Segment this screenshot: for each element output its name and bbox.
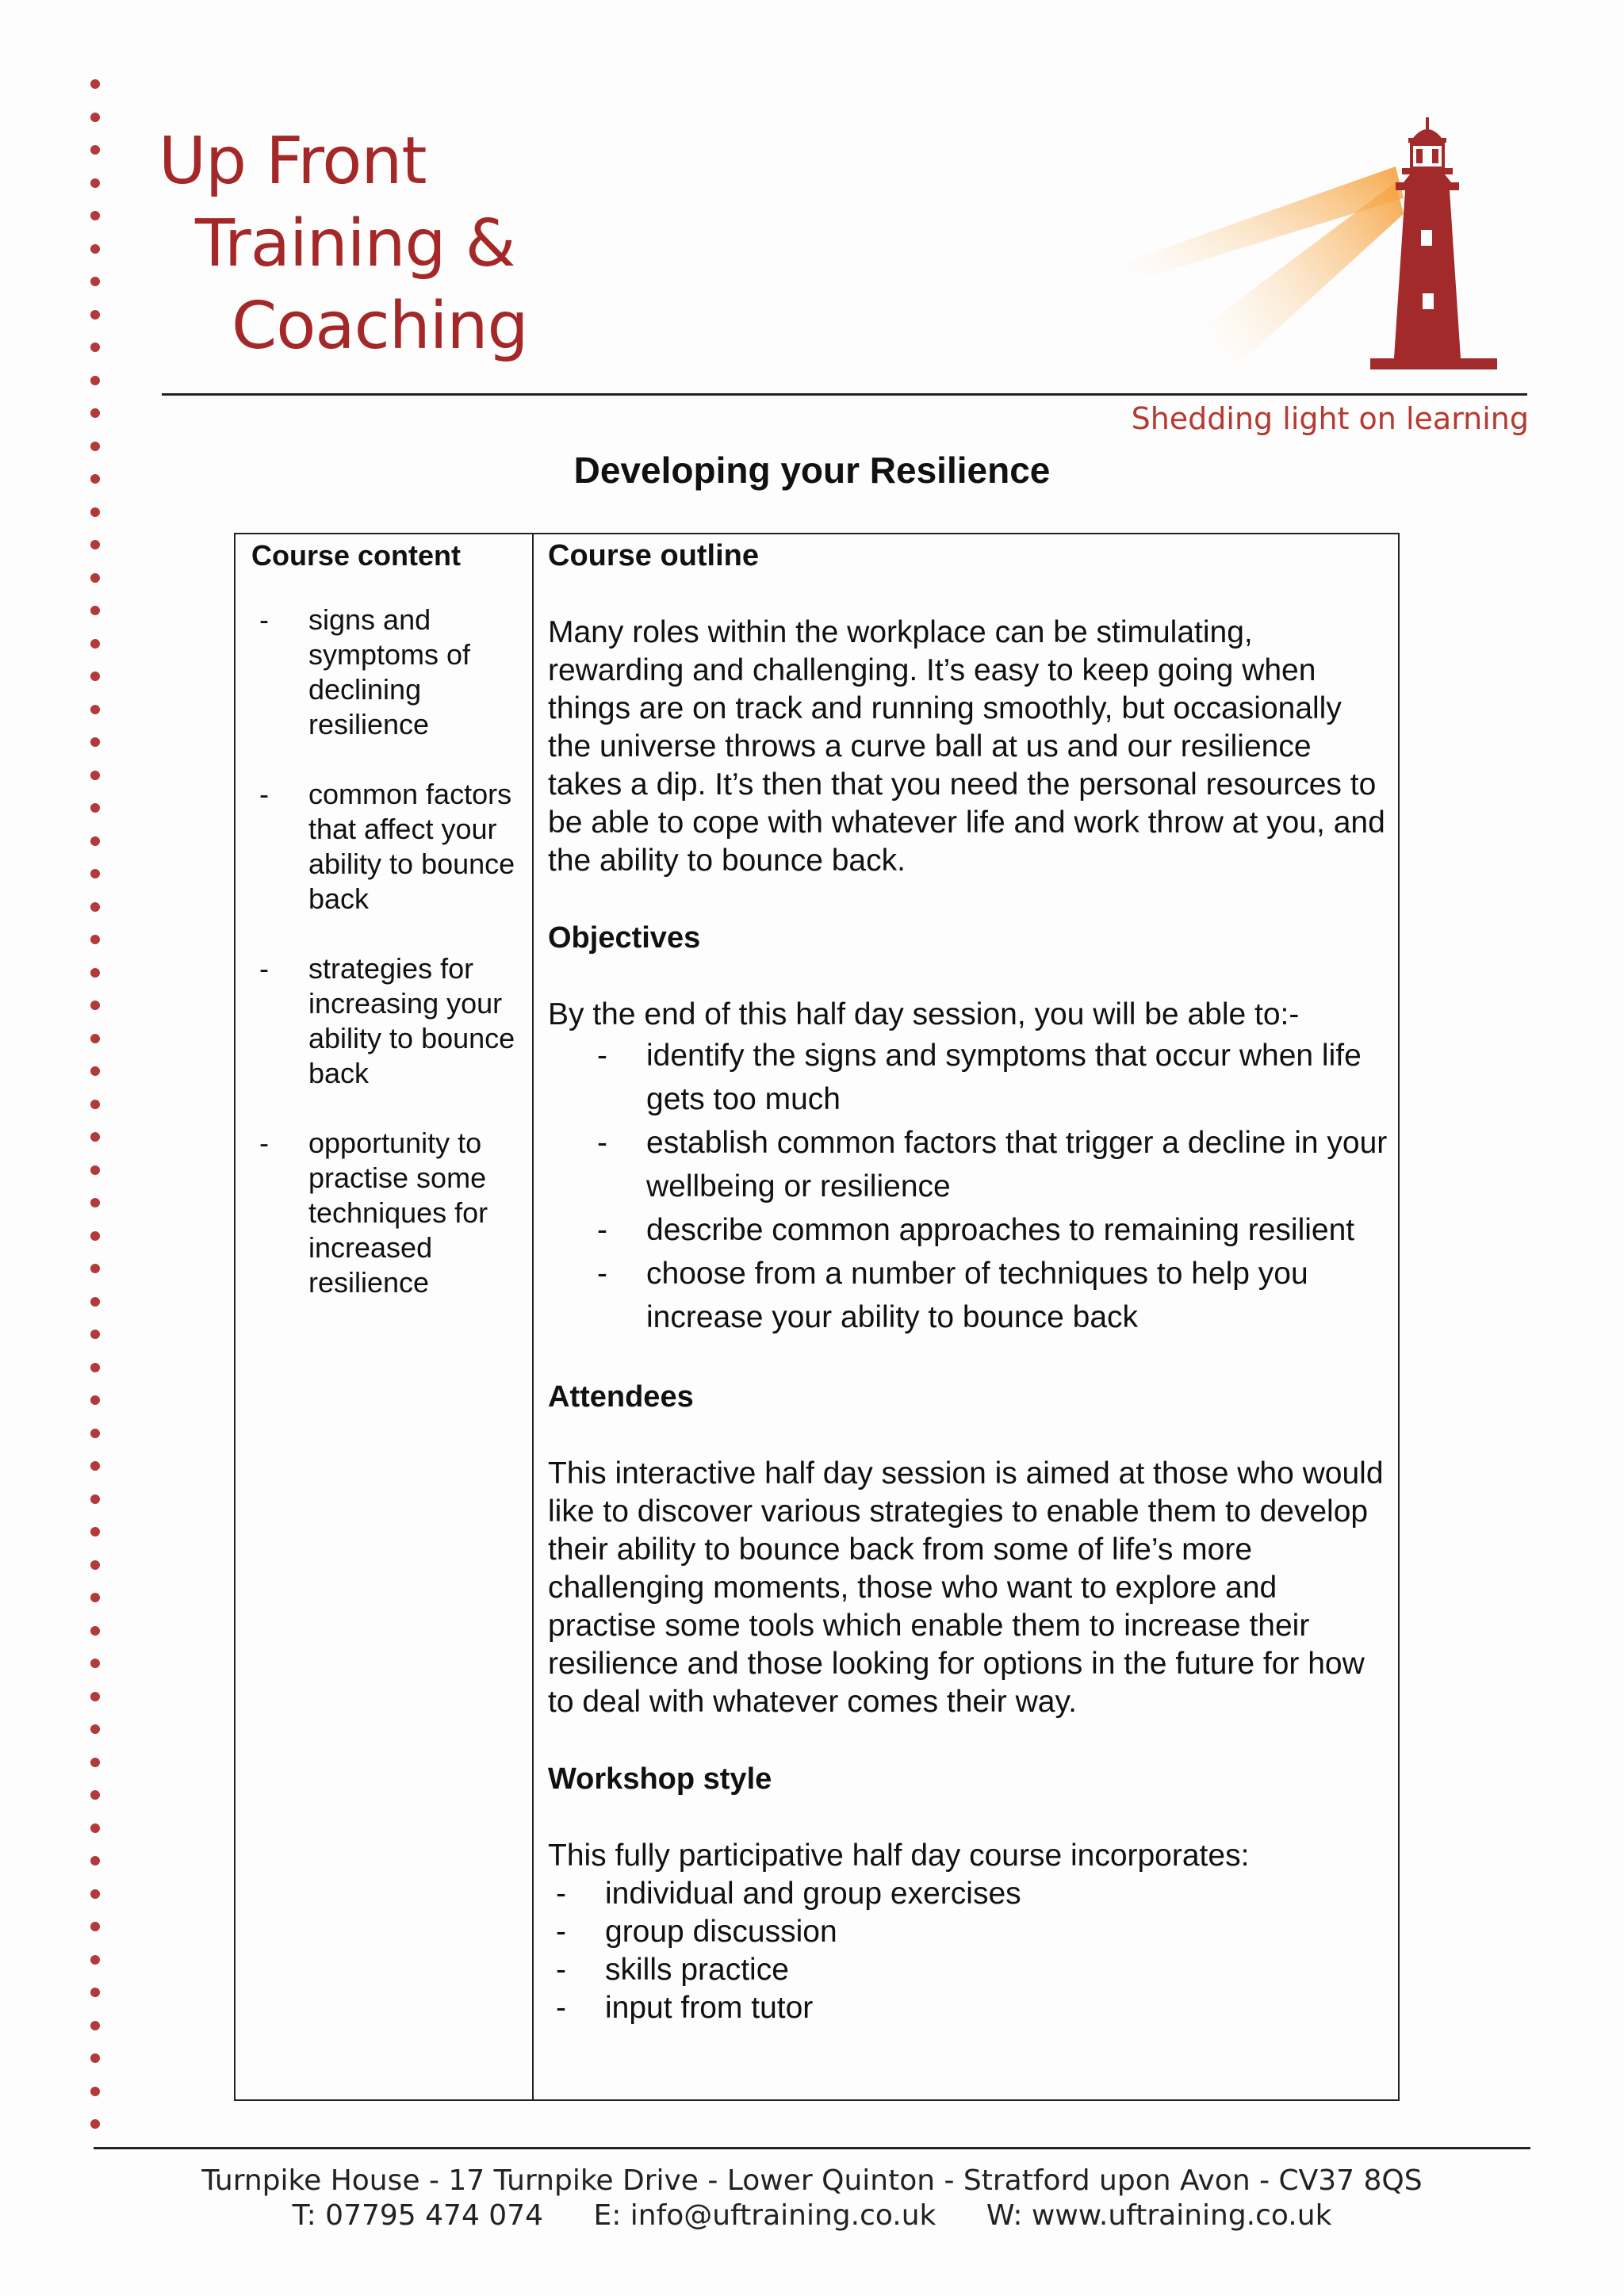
border-dot	[90, 1823, 100, 1833]
list-item: - group discussion	[556, 1915, 837, 1949]
column-divider	[532, 534, 534, 2099]
company-logo-text	[159, 121, 528, 368]
border-dot	[90, 639, 100, 649]
list-item: - individual and group exercises	[556, 1877, 1021, 1911]
list-item: - opportunity to practise some techniques for increased resilience	[259, 1127, 488, 1299]
course-table	[234, 533, 1400, 2101]
course-content-heading: Course content	[251, 539, 462, 572]
border-dot	[90, 1231, 100, 1241]
border-dot	[90, 573, 100, 583]
border-dot	[90, 2119, 100, 2129]
header-divider	[162, 393, 1527, 396]
border-dot	[90, 1560, 100, 1570]
footer-contact	[0, 2198, 1624, 2234]
border-dot	[90, 376, 100, 385]
border-dot	[90, 1198, 100, 1207]
border-dot	[90, 1034, 100, 1043]
border-dot	[90, 310, 100, 320]
workshop-style-intro: This fully participative half day course incorporates:	[548, 1839, 1250, 1873]
border-dot	[90, 606, 100, 615]
border-dot	[90, 2087, 100, 2096]
border-dot	[90, 342, 100, 352]
border-dot	[90, 408, 100, 418]
list-item: - describe common approaches to remaining resilient	[597, 1213, 1355, 1247]
objectives-list	[548, 1034, 1388, 1339]
border-dot	[90, 803, 100, 813]
border-dot	[90, 2053, 100, 2063]
document-title: Developing your Resilience	[573, 450, 1051, 491]
border-dot	[90, 113, 100, 122]
course-content-column	[251, 534, 521, 1335]
tagline: Shedding light on learning	[1131, 401, 1529, 436]
border-dot	[90, 2021, 100, 2030]
workshop-style-list	[548, 1875, 1388, 2027]
footer-phone: T: 07795 474 074	[292, 2199, 544, 2232]
border-dot	[90, 1758, 100, 1767]
border-dot	[90, 1626, 100, 1636]
border-dot	[90, 968, 100, 978]
course-outline-text: Many roles within the workplace can be stimulating, rewarding and challenging. It’s easy to keep going when things are on track and running smoothly, but occasionally the universe throws a curve ball at us and our resilience takes a dip. It’s then that you need the personal resources to be able to cope with whatever life and work throw at you, and the ability to bounce back.	[548, 615, 1385, 878]
objectives-heading: Objectives	[548, 921, 701, 955]
objectives-intro: By the end of this half day session, you will be able to:-	[548, 997, 1300, 1031]
border-dot	[90, 1659, 100, 1668]
border-dot	[90, 869, 100, 878]
border-dot	[90, 145, 100, 155]
border-dot	[90, 1165, 100, 1175]
border-dot	[90, 1593, 100, 1602]
list-item: - choose from a number of techniques to help you increase your ability to bounce back	[597, 1257, 1308, 1334]
border-dot	[90, 277, 100, 286]
footer-website[interactable]: W: www.uftraining.co.uk	[986, 2199, 1332, 2232]
border-dot	[90, 1692, 100, 1701]
list-item: - establish common factors that trigger a decline in your wellbeing or resilience	[597, 1126, 1388, 1203]
footer-address: Turnpike House - 17 Turnpike Drive - Lower Quinton - Stratford upon Avon - CV37 8QS	[201, 2164, 1423, 2197]
border-dot	[90, 1330, 100, 1339]
border-dot	[90, 672, 100, 681]
border-dot	[90, 935, 100, 944]
list-item: - common factors that affect your ability to bounce back	[259, 778, 515, 915]
logo-line-3: Coaching	[232, 289, 528, 364]
border-dot	[90, 79, 100, 89]
border-dot	[90, 1889, 100, 1899]
list-item: - strategies for increasing your ability to bounce back	[259, 952, 515, 1089]
border-dot	[90, 1264, 100, 1273]
border-dot	[90, 1395, 100, 1405]
course-outline-column	[548, 534, 1388, 2027]
border-dot	[90, 178, 100, 188]
list-item: - skills practice	[556, 1953, 789, 1987]
lighthouse-logo-icon	[1047, 111, 1538, 381]
list-item: - identify the signs and symptoms that occur when life gets too much	[597, 1039, 1362, 1116]
footer-email[interactable]: E: info@uftraining.co.uk	[593, 2199, 936, 2232]
workshop-style-heading: Workshop style	[548, 1762, 772, 1796]
border-dot	[90, 1856, 100, 1866]
course-outline-heading: Course outline	[548, 539, 760, 572]
border-dot	[90, 244, 100, 254]
border-dot	[90, 1922, 100, 1931]
list-item: - signs and symptoms of declining resilience	[259, 603, 471, 740]
border-dot	[90, 1461, 100, 1471]
list-item: - input from tutor	[556, 1991, 814, 2025]
attendees-text: This interactive half day session is aimed at those who would like to discover various strategies to enable them to develop their ability to bounce back from some of life’s more challenging moments, those who want to explore and practise some tools which enable them to increase their resilience and those looking for options in the future for how to deal with whatever comes their way.	[548, 1456, 1384, 1719]
border-dot	[90, 1132, 100, 1142]
border-dot	[90, 836, 100, 846]
border-dot	[90, 1494, 100, 1504]
border-dot	[90, 211, 100, 220]
border-dot	[90, 540, 100, 549]
border-dot	[90, 1988, 100, 1997]
border-dot	[90, 1297, 100, 1307]
border-dot	[90, 1527, 100, 1536]
course-content-list	[251, 603, 521, 1300]
border-dot	[90, 507, 100, 517]
border-dot	[90, 1001, 100, 1010]
border-dot	[90, 1955, 100, 1965]
footer-divider	[94, 2147, 1530, 2149]
border-dot	[90, 1100, 100, 1109]
logo-line-1: Up Front	[159, 124, 427, 199]
attendees-heading: Attendees	[548, 1380, 694, 1414]
border-dot	[90, 1066, 100, 1076]
lighthouse-tower	[1370, 117, 1497, 369]
border-dot	[90, 771, 100, 780]
decorative-dot-border	[90, 79, 106, 2141]
logo-line-2: Training &	[195, 206, 515, 281]
border-dot	[90, 1429, 100, 1438]
border-dot	[90, 1790, 100, 1800]
border-dot	[90, 705, 100, 714]
border-dot	[90, 1363, 100, 1372]
border-dot	[90, 1724, 100, 1734]
border-dot	[90, 737, 100, 747]
border-dot	[90, 902, 100, 912]
